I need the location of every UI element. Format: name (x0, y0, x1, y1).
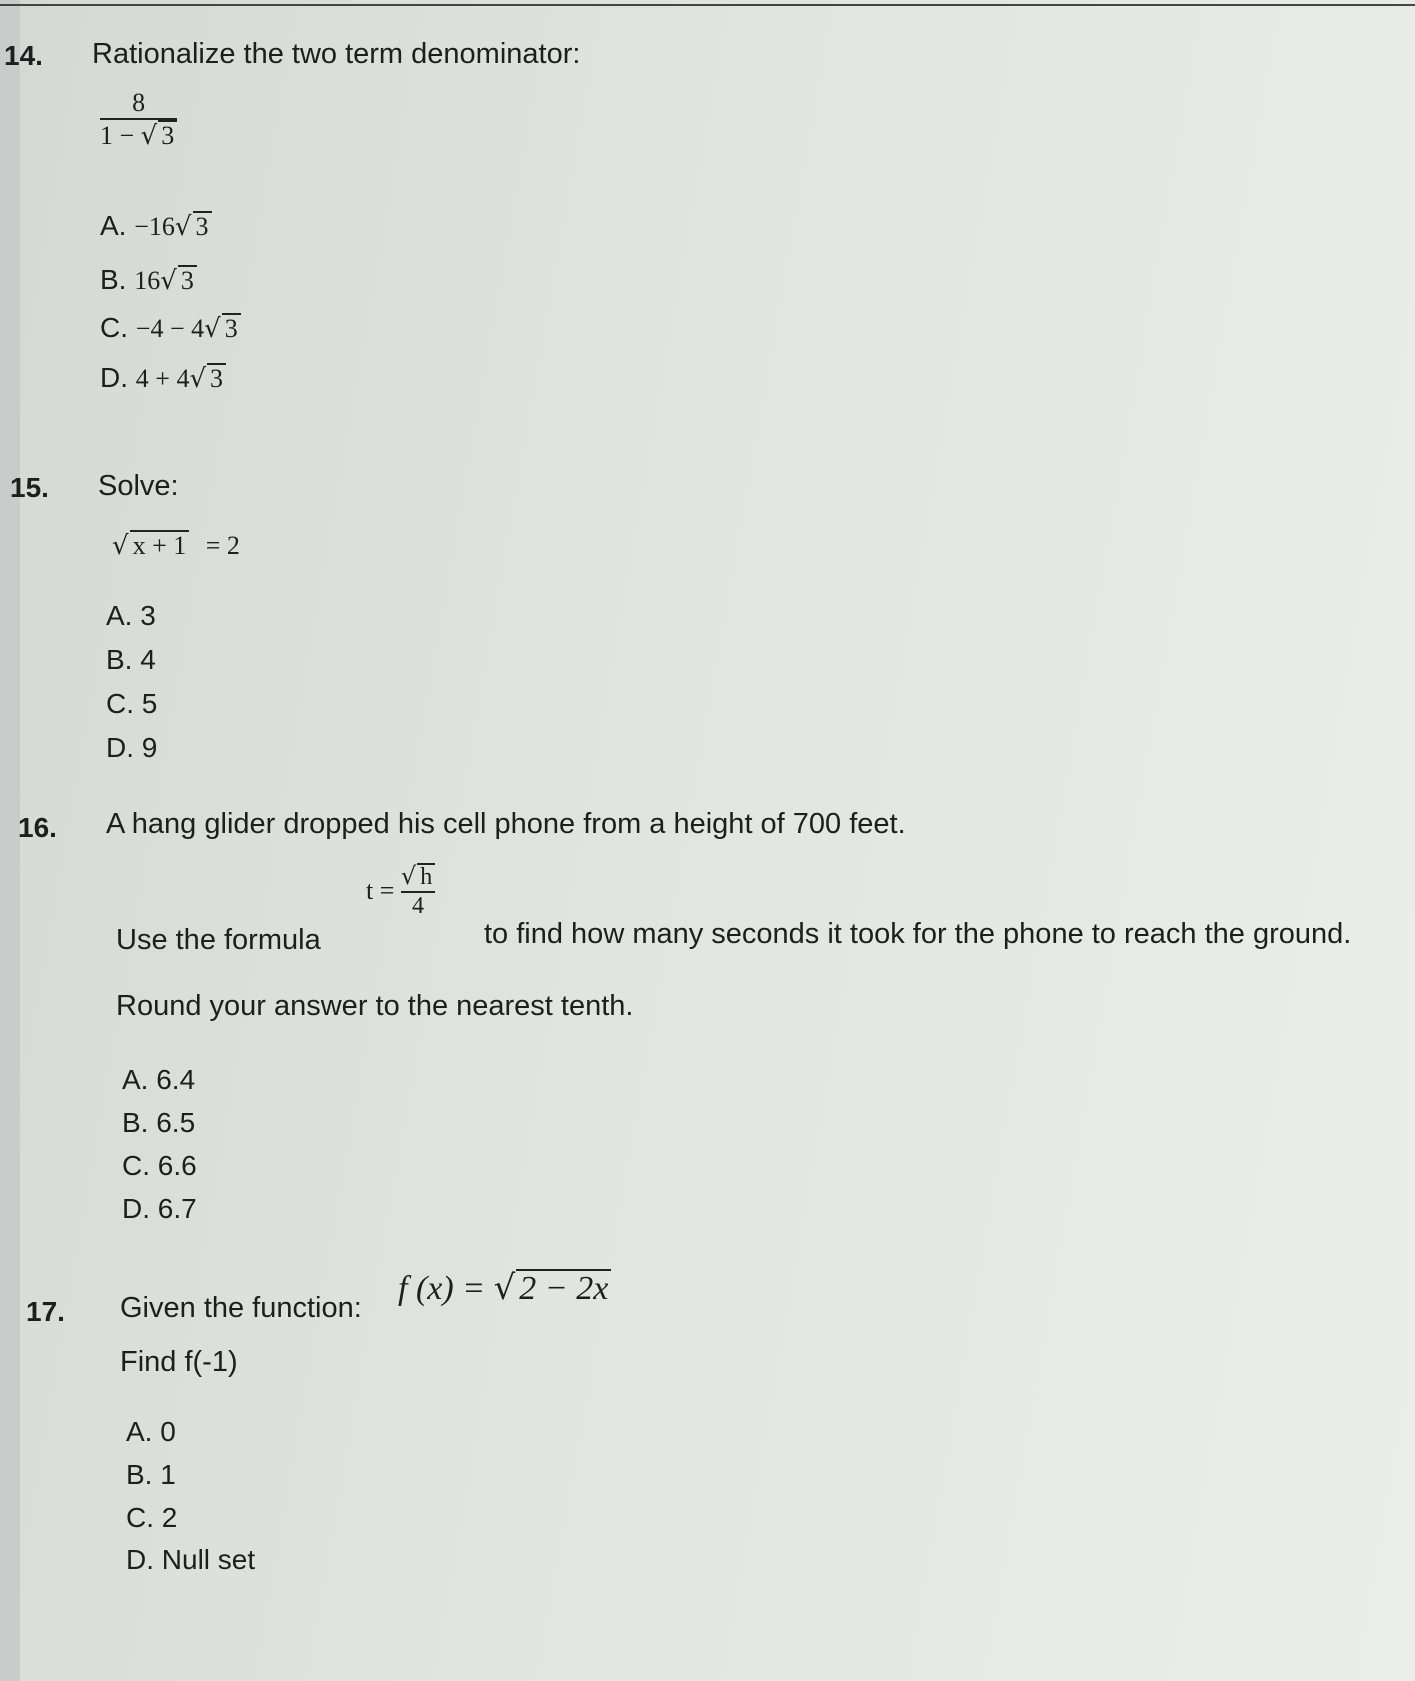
q14-frac-den-radicand: 3 (158, 120, 177, 149)
q16-option-b[interactable]: B. 6.5 (122, 1107, 196, 1138)
option-coefficient: −4 − 4 (135, 314, 205, 343)
q14-number: 14. (4, 40, 43, 71)
q16-formula-denominator: 4 (412, 893, 425, 919)
q17-option-a[interactable]: A. 0 (126, 1416, 176, 1447)
q16-formula: t = $\frac{√ h}{4}$ (366, 862, 435, 920)
q15-number: 15. (10, 472, 49, 503)
q16-formula-lhs: t = (366, 876, 395, 905)
option-radicand: 3 (178, 265, 197, 294)
q15-rhs: = 2 (205, 531, 240, 560)
q14-frac-den-lead: 1 − (100, 121, 135, 150)
q17-function-lhs: f (x) = (398, 1270, 486, 1307)
q15-option-d[interactable]: D. 9 (106, 732, 158, 763)
q17-find-text: Find f(-1) (120, 1346, 238, 1378)
option-coefficient: 4 + 4 (135, 364, 190, 393)
q16-option-c[interactable]: C. 6.6 (122, 1150, 197, 1181)
q14-prompt: Rationalize the two term denominator: (92, 38, 581, 70)
option-letter: C. (100, 312, 128, 343)
option-radicand: 3 (207, 363, 226, 392)
q15-option-a[interactable]: A. 3 (106, 600, 156, 631)
q16-formula-radicand: h (417, 863, 435, 890)
q17-option-b[interactable]: B. 1 (126, 1459, 176, 1490)
q14-option-c[interactable]: C. −4 − 4√ 3 (100, 312, 241, 344)
q17-option-d[interactable]: D. Null set (126, 1544, 256, 1575)
q17-prompt: Given the function: (120, 1292, 362, 1324)
q16-prompt: A hang glider dropped his cell phone from a height of 700 feet. (106, 808, 906, 840)
option-coefficient: 16 (134, 266, 161, 295)
q15-equation: √ x + 1 = 2 (112, 531, 240, 561)
q16-use-text: Use the formula (116, 924, 321, 956)
top-rule (0, 4, 1415, 6)
option-coefficient: −16 (134, 212, 175, 241)
q16-round-text: Round your answer to the nearest tenth. (116, 990, 634, 1022)
q15-option-c[interactable]: C. 5 (106, 688, 158, 719)
q16-after-text: to find how many seconds it took for the phone to reach the ground. (484, 918, 1352, 950)
q14-option-d[interactable]: D. 4 + 4√ 3 (100, 362, 226, 394)
q14-fraction: $\frac{8}{1 - √ 3}$ (100, 88, 177, 151)
q17-option-c[interactable]: C. 2 (126, 1502, 178, 1533)
q16-number: 16. (18, 812, 57, 843)
q14-option-a[interactable]: A. −16√ 3 (100, 210, 212, 242)
q16-option-a[interactable]: A. 6.4 (122, 1064, 196, 1095)
q17-number: 17. (26, 1296, 65, 1327)
q17-function: f (x) = √ 2 − 2x (398, 1268, 611, 1308)
q15-prompt: Solve: (98, 470, 179, 502)
q15-option-b[interactable]: B. 4 (106, 644, 156, 675)
paper-edge (0, 0, 20, 1681)
q16-option-d[interactable]: D. 6.7 (122, 1193, 197, 1224)
q15-radicand: x + 1 (130, 530, 190, 559)
option-radicand: 3 (222, 313, 241, 342)
q17-function-radicand: 2 − 2x (516, 1269, 611, 1307)
option-letter: D. (100, 362, 128, 393)
q14-frac-numerator: 8 (132, 88, 146, 117)
option-letter: B. (100, 264, 127, 295)
option-radicand: 3 (193, 211, 212, 240)
q14-option-b[interactable]: B. 16√ 3 (100, 264, 197, 296)
option-letter: A. (100, 210, 127, 241)
